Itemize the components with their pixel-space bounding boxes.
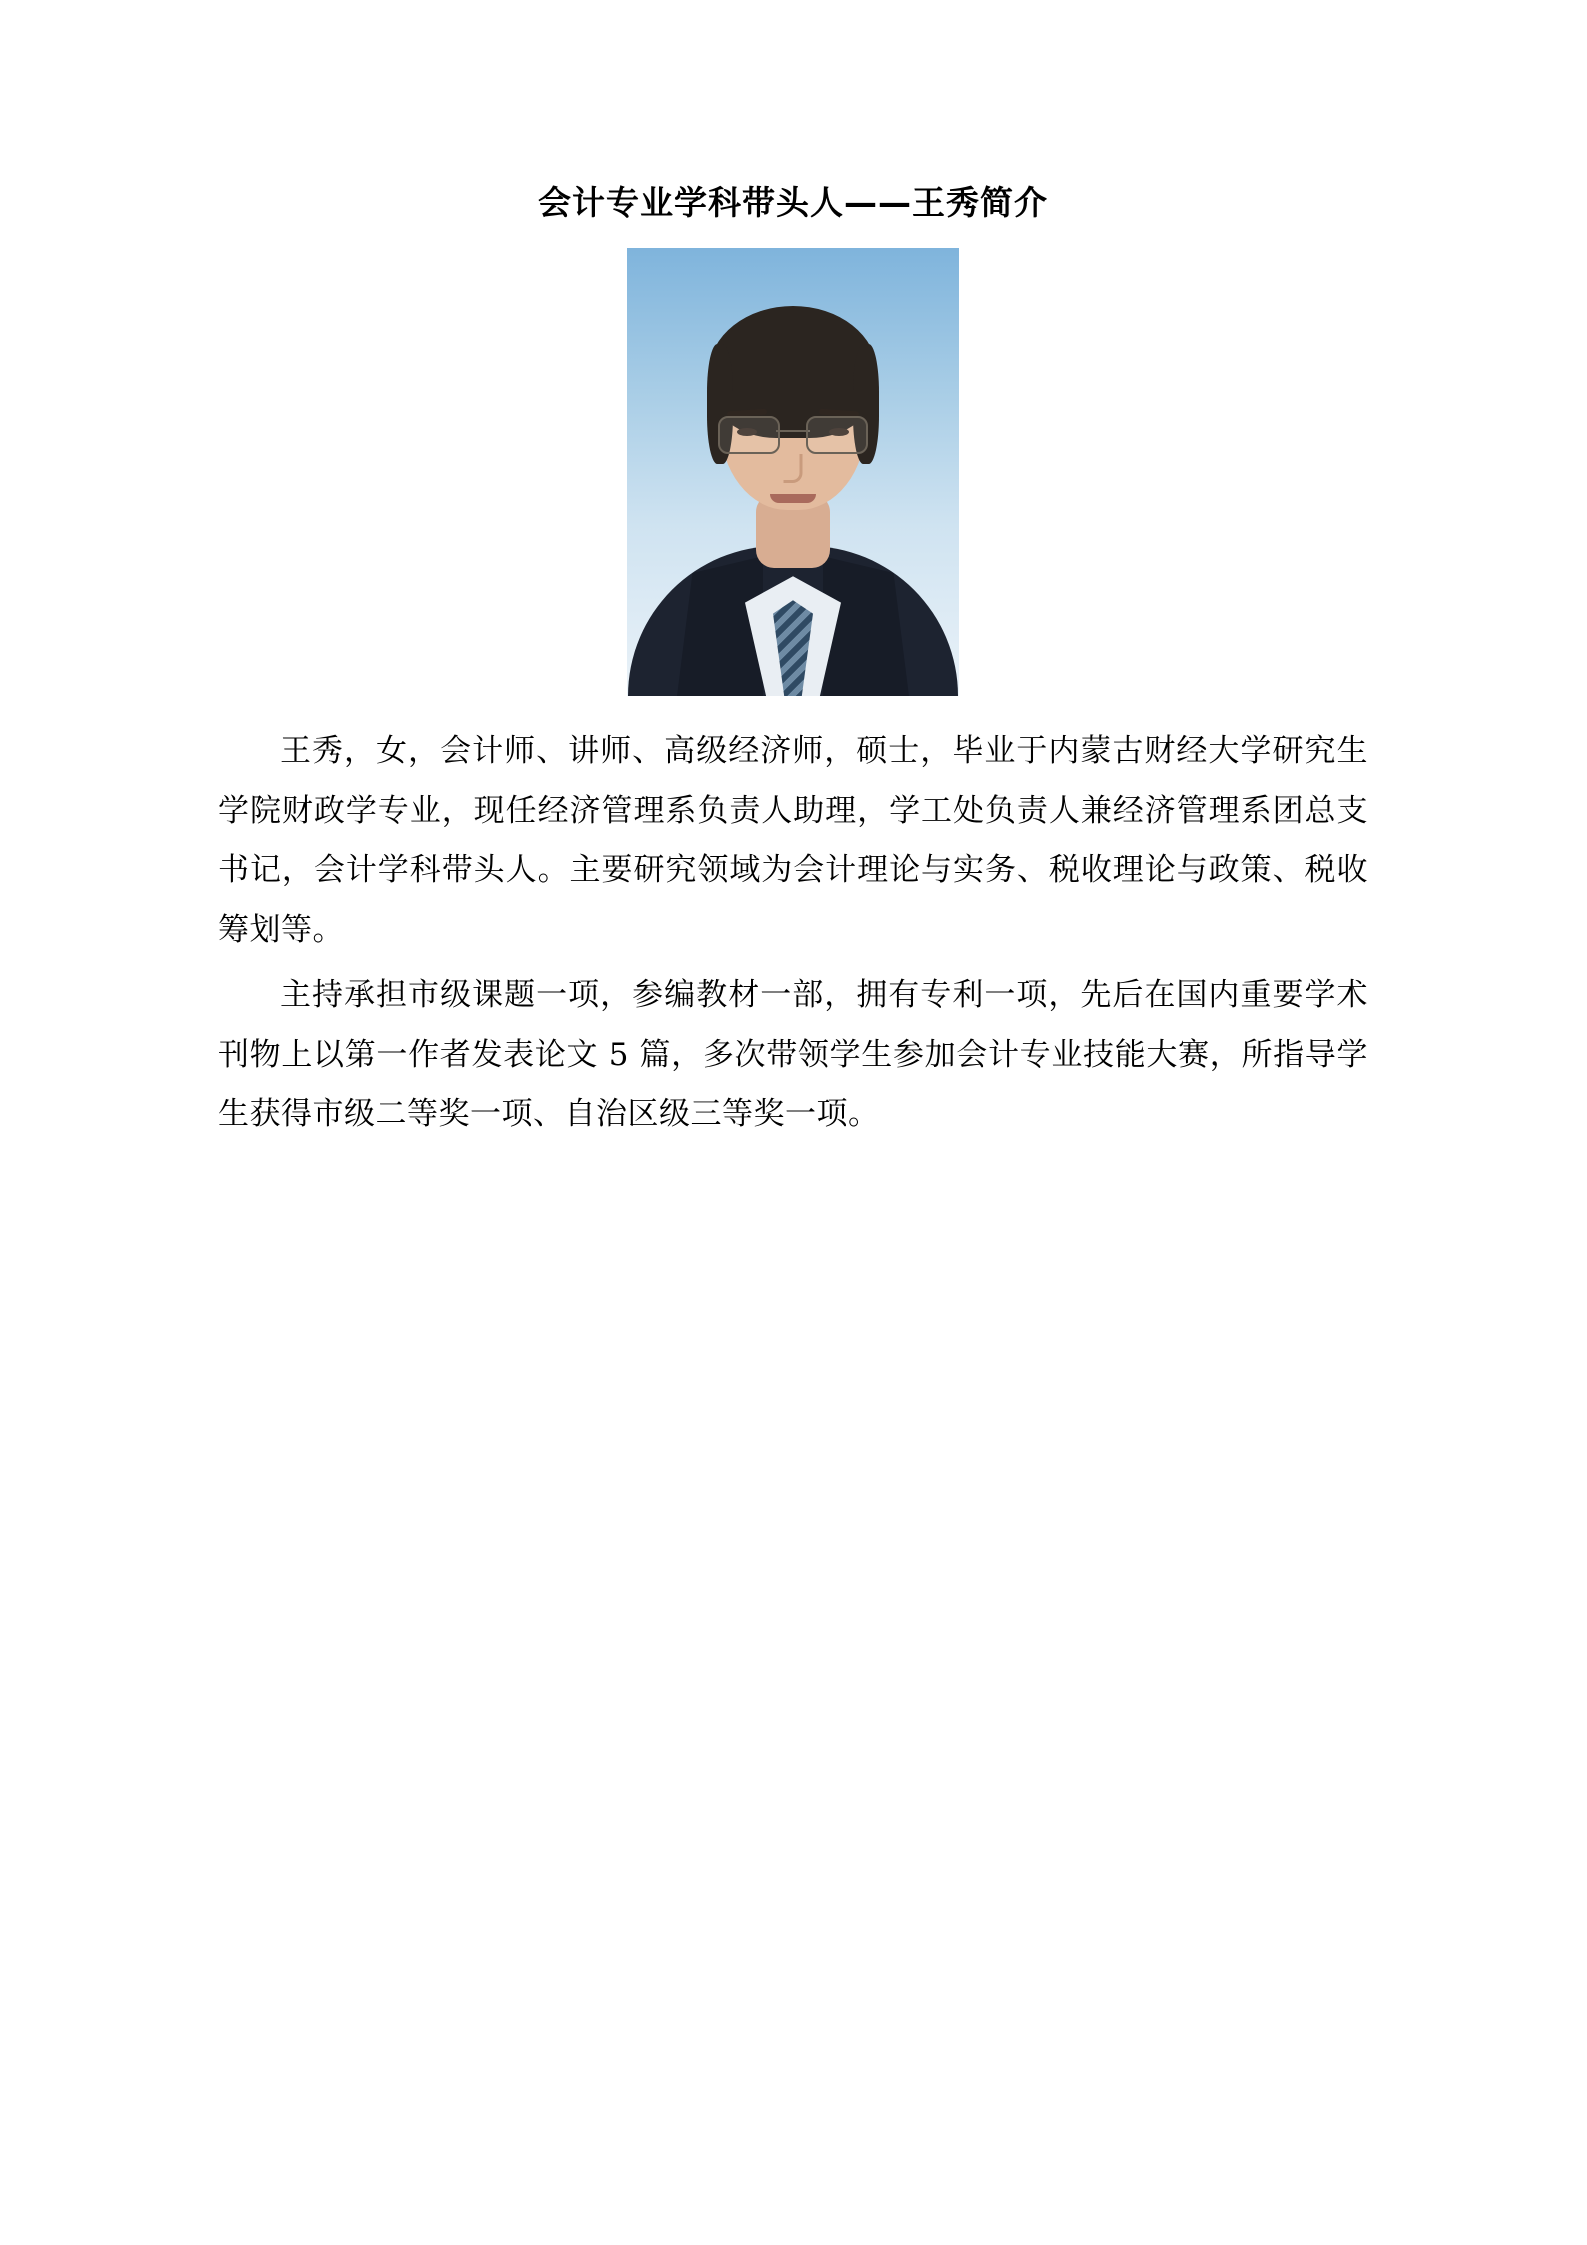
glasses-lens-left — [718, 416, 780, 454]
page-title: 会计专业学科带头人——王秀简介 — [538, 183, 1048, 222]
glasses-bridge — [776, 430, 810, 432]
body-paragraph: 主持承担市级课题一项，参编教材一部，拥有专利一项，先后在国内重要学术刊物上以第一作者发表论文 5 篇，多次带领学生参加会计专业技能大赛，所指导学生获得市级二等奖一项、自治区级三等奖一项。 — [218, 977, 1368, 1133]
portrait-photo — [627, 248, 959, 696]
glasses-lens-right — [806, 416, 868, 454]
portrait-nose — [784, 454, 803, 483]
document-body — [218, 180, 1368, 1151]
portrait-mouth — [770, 494, 816, 503]
glasses-icon — [718, 416, 868, 452]
body-paragraph: 王秀，女，会计师、讲师、高级经济师，硕士，毕业于内蒙古财经大学研究生学院财政学专业，现任经济管理系负责人助理，学工处负责人兼经济管理系团总支书记，会计学科带头人。主要研究领域为会计理论与实务、税收理论与政策、税收筹划等。 — [218, 733, 1368, 948]
portrait-container — [218, 248, 1368, 696]
